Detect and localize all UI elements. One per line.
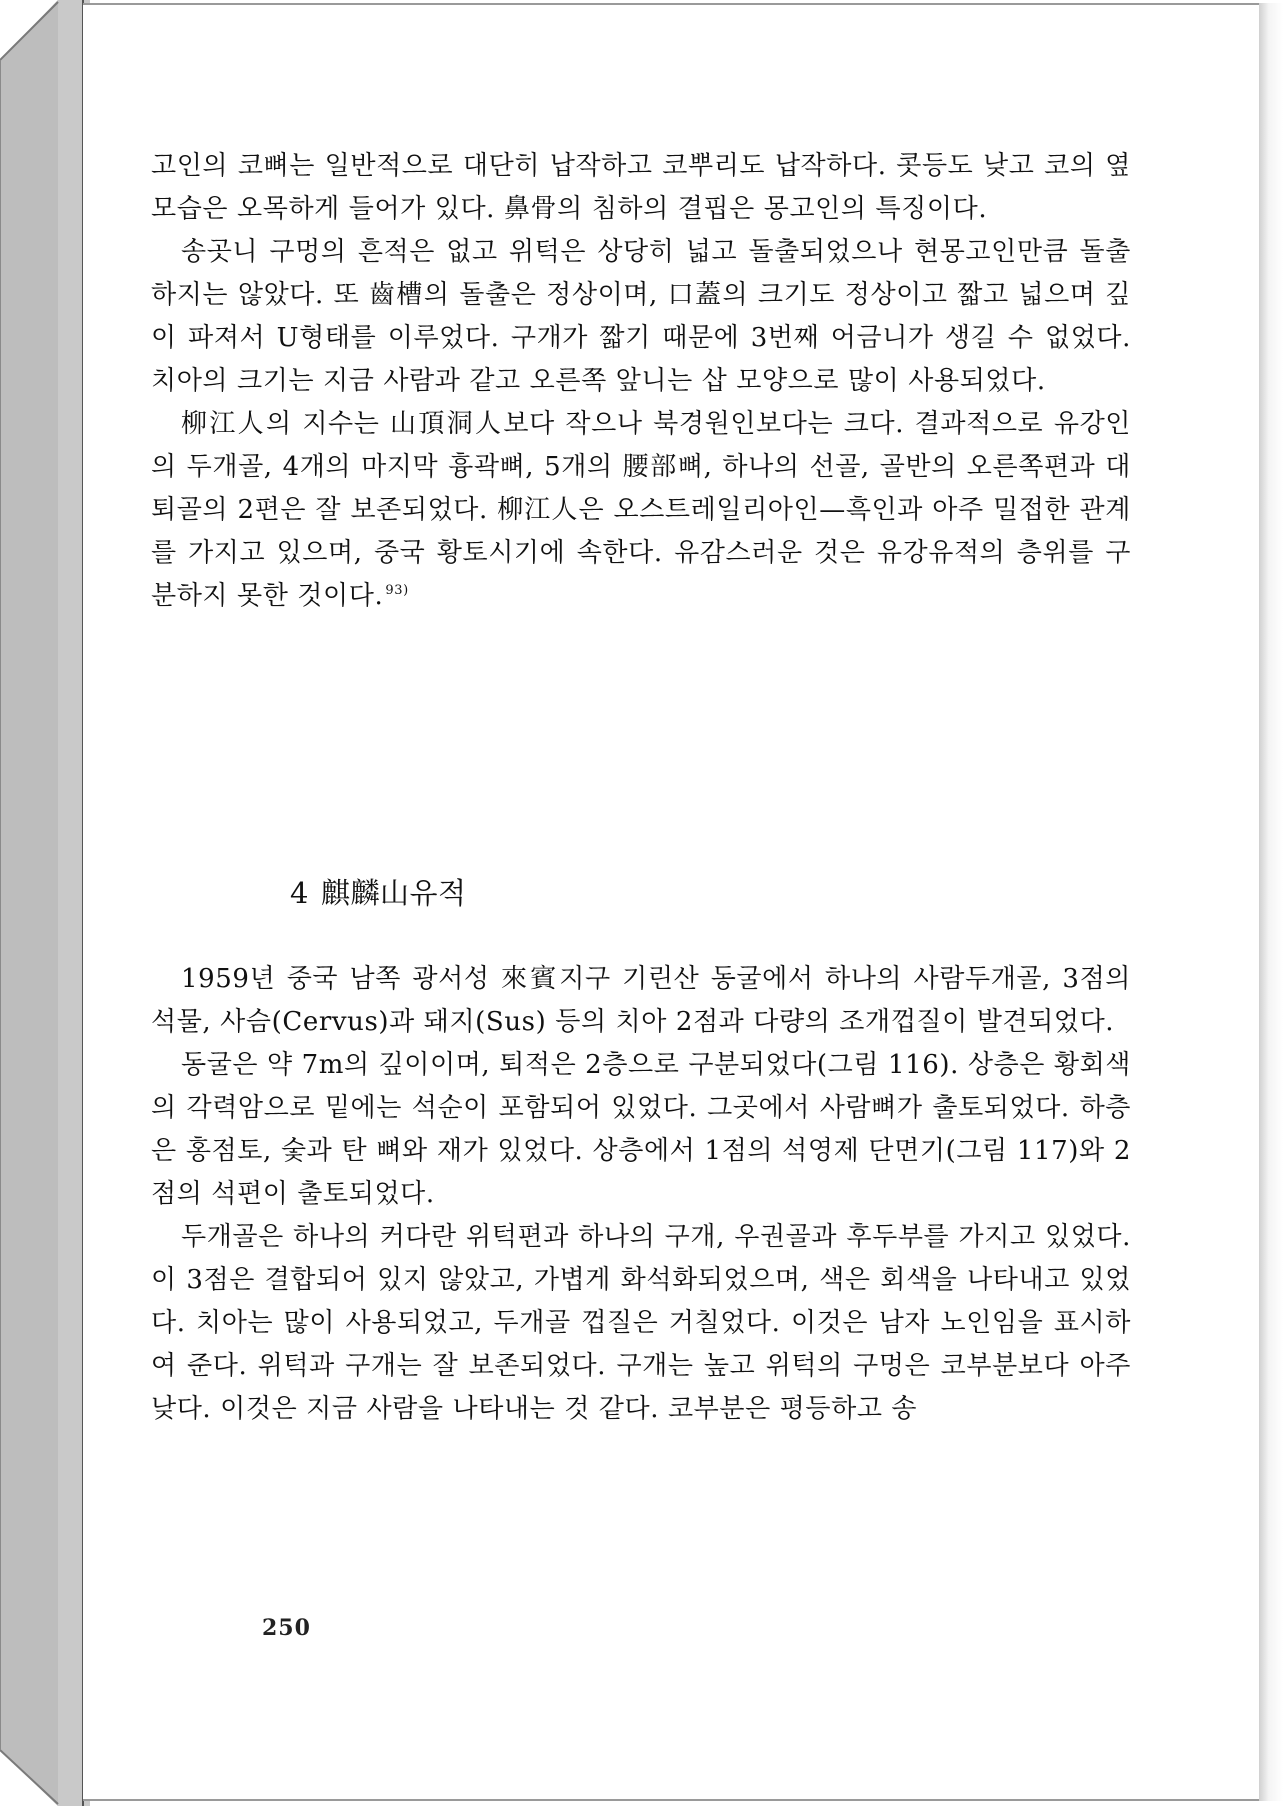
paragraph-text: 동굴은 약 7m의 깊이이며, 퇴적은 2층으로 구분되었다(그림 116). 상층은 황회색의 각력암으로 밑에는 석순이 포함되어 있었다. 그곳에서 사람뼈가 출토되었다. 하층은 홍점토, 숯과 탄 뼈와 재가 있었다. 상층에서 1점의 석영제 단면기(그림 117)와 2점의 석편이 출토되었다. [151, 1050, 1132, 1209]
footnote-marker: 93) [385, 583, 409, 598]
section-title: 麒麟山유적 [320, 876, 467, 910]
section-number: 4 [290, 876, 309, 910]
body-text-section-2 [151, 958, 1131, 1431]
paragraph [151, 403, 1131, 618]
book-spine [0, 0, 90, 1806]
paragraph-text: 두개골은 하나의 커다란 위턱편과 하나의 구개, 우권골과 후두부를 가지고 있었다. 이 3점은 결합되어 있지 않았고, 가볍게 화석화되었으며, 색은 회색을 나타내고 있었다. 치아는 많이 사용되었고, 두개골 껍질은 거칠었다. 이것은 남자 노인임을 표시하여 준다. 위턱과 구개는 잘 보존되었다. 구개는 높고 위턱의 구멍은 코부분보다 아주 낮다. 이것은 지금 사람을 나타내는 것 같다. 코부분은 평등하고 송 [151, 1222, 1131, 1424]
paragraph [151, 958, 1131, 1044]
section-heading [290, 873, 466, 913]
page-number: 250 [262, 1615, 311, 1641]
paragraph [151, 1216, 1131, 1431]
paragraph [151, 1044, 1131, 1216]
body-text-section-1 [151, 145, 1131, 618]
paragraph-text: 柳江人의 지수는 山頂洞人보다 작으나 북경원인보다는 크다. 결과적으로 유강인의 두개골, 4개의 마지막 흉곽뼈, 5개의 腰部뼈, 하나의 선골, 골반의 오른쪽편과 대퇴골의 2편은 잘 보존되었다. 柳江人은 오스트레일리아인—흑인과 아주 밀접한 관계를 가지고 있으며, 중국 황토시기에 속한다. 유감스러운 것은 유강유적의 층위를 구분하지 못한 것이다. [151, 409, 1131, 611]
paragraph-text: 고인의 코뼈는 일반적으로 대단히 납작하고 코뿌리도 납작하다. 콧등도 낮고 코의 옆모습은 오목하게 들어가 있다. 鼻骨의 침하의 결핍은 몽고인의 특징이다. [151, 151, 1131, 224]
paragraph [151, 231, 1131, 403]
page-edge-shadow [1259, 3, 1283, 1801]
paragraph-text: 송곳니 구멍의 흔적은 없고 위턱은 상당히 넓고 돌출되었으나 현몽고인만큼 돌출하지는 않았다. 또 齒槽의 돌출은 정상이며, 口蓋의 크기도 정상이고 짧고 넓으며 깊이 파져서 U형태를 이루었다. 구개가 짧기 때문에 3번째 어금니가 생길 수 없었다. 치아의 크기는 지금 사람과 같고 오른쪽 앞니는 삽 모양으로 많이 사용되었다. [151, 237, 1131, 396]
paragraph [151, 145, 1131, 231]
paragraph-text: 1959년 중국 남쪽 광서성 來賓지구 기린산 동굴에서 하나의 사람두개골, 3점의 석물, 사슴(Cervus)과 돼지(Sus) 등의 치아 2점과 다량의 조개껍질이 발견되었다. [151, 964, 1131, 1037]
